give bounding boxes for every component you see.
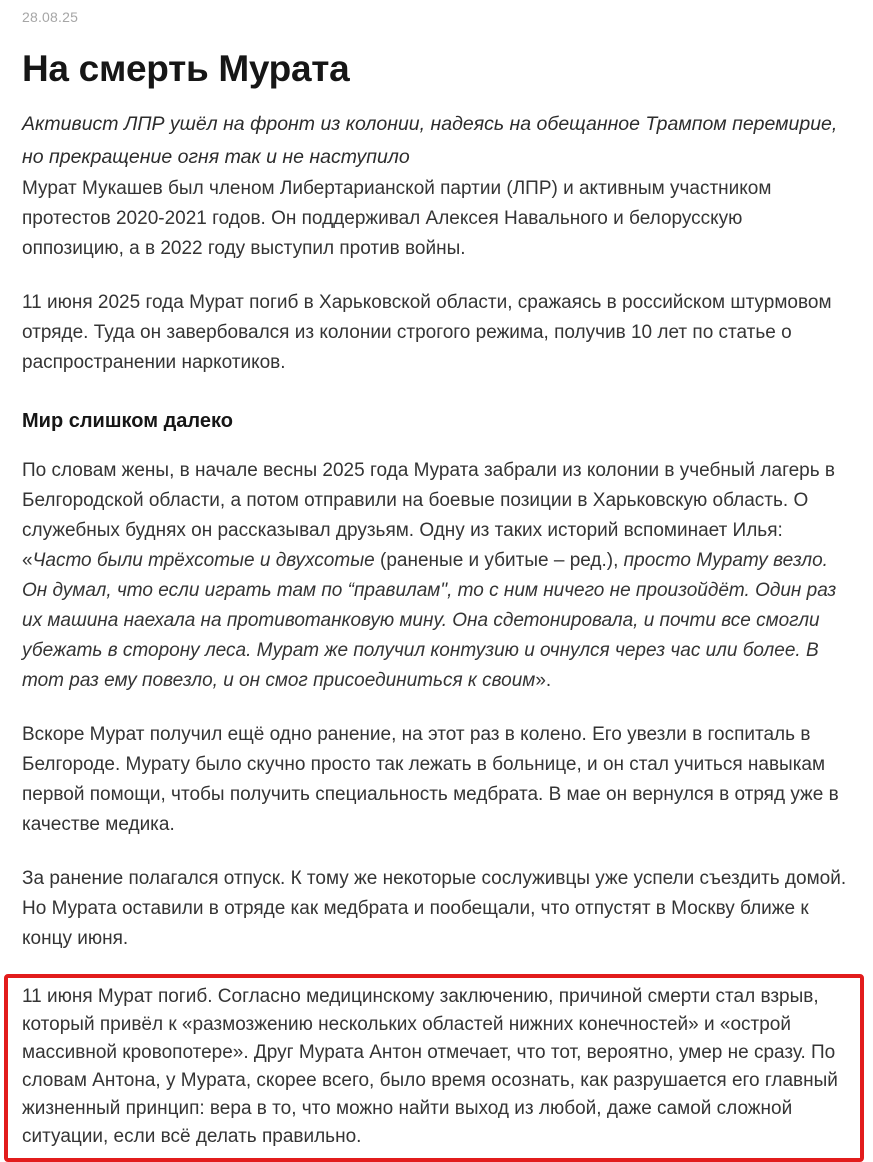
paragraph-leave-promise: За ранение полагался отпуск. К тому же некоторые сослуживцы уже успели съездить домой. Но Мурата оставили в отряде как медбрата и пообещали, что отпустят в Москву ближе к концу июня.	[22, 868, 847, 949]
article-body	[22, 174, 849, 1162]
article-subtitle: Активист ЛПР ушёл на фронт из колонии, надеясь на обещанное Трампом перемирие, но прекращение огня так и не наступило	[22, 113, 838, 168]
text-segment: ».	[535, 670, 552, 691]
publish-date: 28.08.25	[22, 9, 79, 25]
paragraph-medic-training: Вскоре Мурат получил ещё одно ранение, на этот раз в колено. Его увезли в госпиталь в Белгороде. Мурату было скучно просто так лежать в больнице, и он стал учиться навыкам первой помощи, чтобы получить специальность медбрата. В мае он вернулся в отряд уже в качестве медика.	[22, 724, 839, 835]
paragraph-death-details: 11 июня Мурат погиб. Согласно медицинскому заключению, причиной смерти стал взрыв, который привёл к «размозжению нескольких областей нижних конечностей» и «острой массивной кровопотере». Друг Мурата Антон отмечает, что тот, вероятно, умер не сразу. По словам Антона, у Мурата, скорее всего, было время осознать, как разрушается его главный жизненный принцип: вера в то, что можно найти выход из любой, даже самой сложной ситуации, если всё делать правильно.	[22, 986, 838, 1147]
paragraph-quote-ilya	[22, 456, 849, 696]
paragraph-intro: Мурат Мукашев был членом Либертарианской партии (ЛПР) и активным участником протестов 2020-2021 годов. Он поддерживал Алексея Навального и белорусскую оппозицию, а в 2022 году выступил против войны.	[22, 178, 772, 259]
quote-italic-segment: Часто были трёхсотые и двухсотые	[32, 550, 375, 571]
article-title: На смерть Мурата	[22, 48, 350, 89]
red-annotation-box	[4, 974, 864, 1162]
section-heading-mir-slishkom-daleko: Мир слишком далеко	[22, 410, 233, 432]
quote-italic-segment: просто Мурату везло. Он думал, что если играть там по “правилам", то с ним ничего не произойдёт. Один раз их машина наехала на противотанковую мину. Она сдетонировала, и почти все смогли убежать в сторону леса. Мурат же получил контузию и очнулся через час или более. В тот раз ему повезло, и он смог присоединиться к своим	[22, 550, 837, 691]
paragraph-death-summary: 11 июня 2025 года Мурат погиб в Харьковской области, сражаясь в российском штурмовом отряде. Туда он завербовался из колонии строгого режима, получив 10 лет по статье о распространении наркотиков.	[22, 292, 832, 373]
text-segment: (раненые и убитые – ред.),	[374, 550, 624, 571]
text-segment: По словам жены, в начале весны 2025 года Мурата забрали из колонии в учебный лагерь в Белгородской области, а потом отправили на боевые позиции в Харьковскую область. О служебных буднях он рассказывал друзьям. Одну из таких историй вспоминает Илья: «	[22, 460, 835, 571]
